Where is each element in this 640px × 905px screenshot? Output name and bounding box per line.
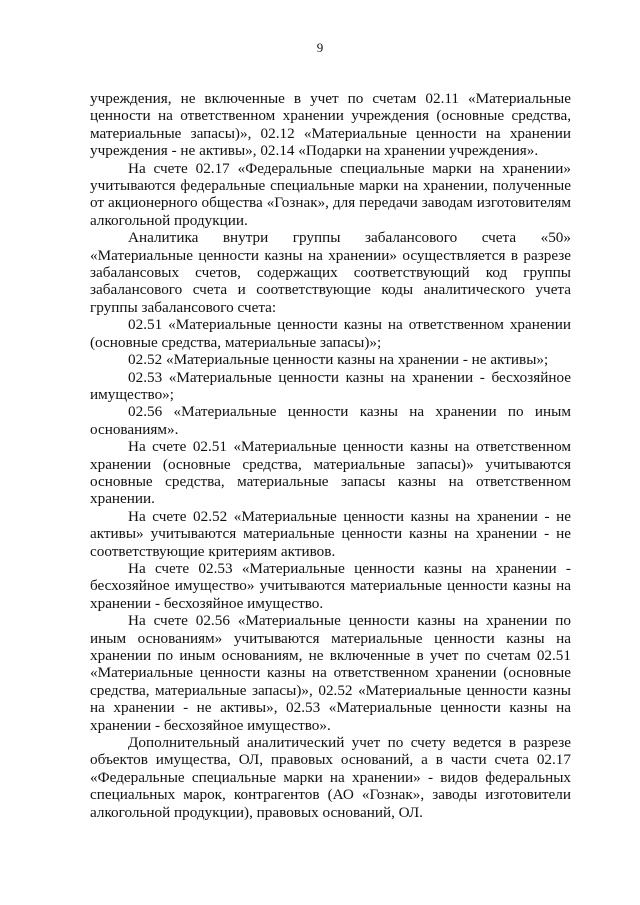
paragraph-account-02-51: На счете 02.51 «Материальные ценности казны на ответственном хранении (основные средства, материальные запасы)» учитываются основные средства, материальные запасы казны на ответственном хранении.: [90, 438, 571, 508]
list-item-02-52: 02.52 «Материальные ценности казны на хранении - не активы»;: [128, 351, 549, 369]
list-item-02-53: 02.53 «Материальные ценности казны на хранении - бесхозяйное имущество»;: [90, 368, 571, 403]
paragraph-account-02-53: На счете 02.53 «Материальные ценности казны на хранении - бесхозяйное имущество» учитываются материальные ценности казны на хранении - бесхозяйное имущество.: [90, 559, 571, 612]
paragraph-account-02-17: На счете 02.17 «Федеральные специальные марки на хранении» учитываются федеральные специальные марки на хранении, полученные от акционерного общества «Гознак», для передачи заводам изготовителям алкогольной продукции.: [90, 159, 571, 229]
document-body: [90, 90, 571, 821]
paragraph-continuation: учреждения, не включенные в учет по счетам 02.11 «Материальные ценности на ответственном хранении учреждения (основные средства, материальные запасы)», 02.12 «Материальные ценности на хранении учреждения - не активы», 02.14 «Подарки на хранении учреждения».: [90, 90, 571, 160]
page-number: 9: [316, 40, 324, 55]
paragraph-account-02-56: На счете 02.56 «Материальные ценности казны на хранении по иным основаниям» учитываются материальные ценности казны на хранении по иным основаниям, не включенные в учет по счетам 02.51 «Материальные ценности казны на ответственном хранении (основные средства, материальные запасы)», 02.52 «Материальные ценности казны на хранении - не активы», 02.53 «Материальные ценности казны на хранении - бесхозяйное имущество».: [90, 612, 571, 734]
paragraph-additional-analytics: Дополнительный аналитический учет по счету ведется в разрезе объектов имущества, ОЛ, правовых оснований, а в части счета 02.17 «Федеральные специальные марки на хранении» - видов федеральных специальных марок, контрагентов (АО «Гознак», заводы изготовители алкогольной продукции), правовых оснований, ОЛ.: [90, 734, 571, 821]
paragraph-group-50-analytics: Аналитика внутри группы забалансового счета «50» «Материальные ценности казны на хранении» осуществляется в разрезе забалансовых счетов, содержащих соответствующий код группы забалансового счета и соответствующие коды аналитического учета группы забалансового счета:: [90, 229, 571, 316]
list-item-02-51: 02.51 «Материальные ценности казны на ответственном хранении (основные средства, материальные запасы)»;: [90, 316, 571, 351]
list-item-02-56: 02.56 «Материальные ценности казны на хранении по иным основаниям».: [90, 403, 571, 438]
paragraph-account-02-52: На счете 02.52 «Материальные ценности казны на хранении - не активы» учитываются материальные ценности казны на хранении - не соответствующие критериям активов.: [90, 507, 571, 560]
